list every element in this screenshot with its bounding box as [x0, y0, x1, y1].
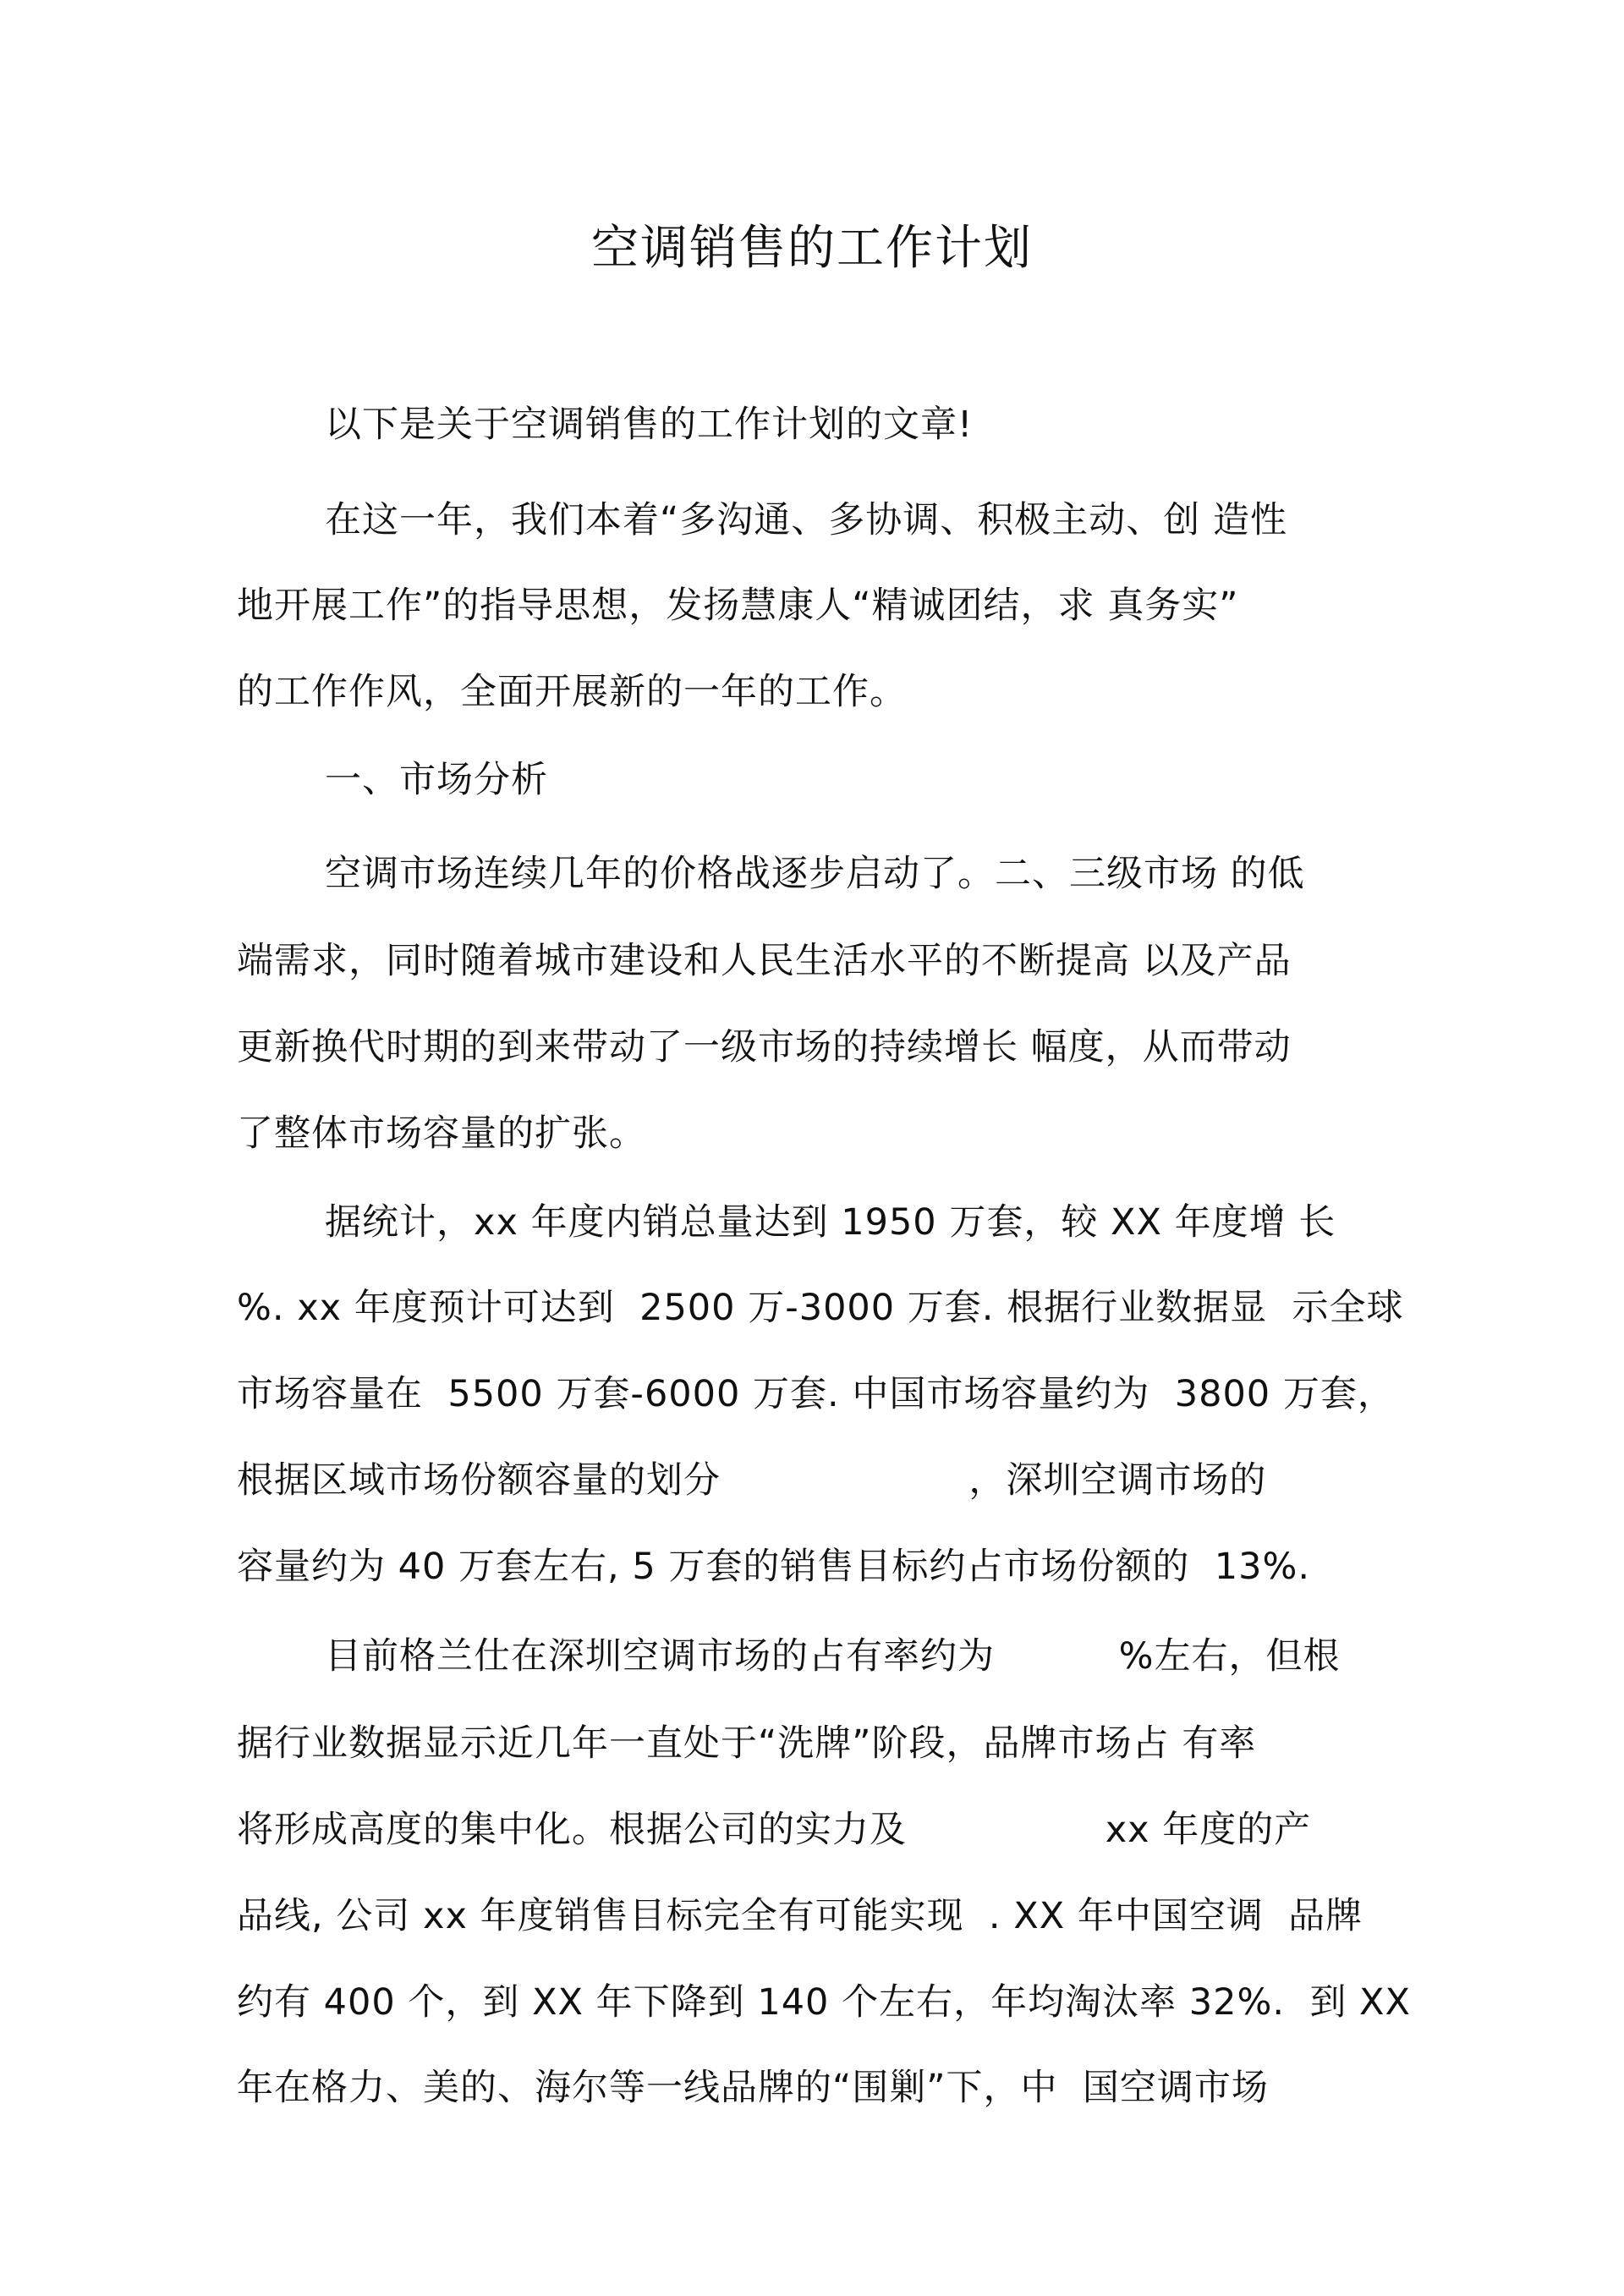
paragraph-line: 目前格兰仕在深圳空调市场的占有率约为 %左右，但根 — [325, 1635, 1341, 1678]
paragraph-line: 地开展工作”的指导思想，发扬慧康人“精诚团结，求 真务实” — [237, 585, 1239, 627]
paragraph-line: 据行业数据显示近几年一直处于“洗牌”阶段，品牌市场占 有率 — [237, 1722, 1257, 1765]
paragraph-line: 的工作作风，全面开展新的一年的工作。 — [237, 671, 907, 713]
paragraph-line: %. xx 年度预计可达到 2500 万-3000 万套. 根据行业数据显 示全球 — [237, 1287, 1404, 1329]
paragraph-line: 约有 400 个，到 XX 年下降到 140 个左右，年均淘汰率 32%. 到 XX — [237, 1981, 1411, 2024]
paragraph-line: 根据区域市场份额容量的划分 ，深圳空调市场的 — [237, 1459, 1267, 1502]
paragraph-line: 了整体市场容量的扩张。 — [237, 1112, 646, 1155]
paragraph-line: 容量约为 40 万套左右, 5 万套的销售目标约占市场份额的 13%. — [237, 1546, 1310, 1588]
paragraph-line: 以下是关于空调销售的工作计划的文章! — [325, 404, 974, 446]
paragraph-line: 更新换代时期的到来带动了一级市场的持续增长 幅度，从而带动 — [237, 1026, 1292, 1068]
paragraph-line: 端需求，同时随着城市建设和人民生活水平的不断提高 以及产品 — [237, 940, 1292, 982]
paragraph-line: 一、市场分析 — [325, 759, 548, 801]
document-title: 空调销售的工作计划 — [591, 221, 1033, 276]
paragraph-line: 市场容量在 5500 万套-6000 万套. 中国市场容量约为 3800 万套， — [237, 1373, 1395, 1415]
paragraph-line: 将形成高度的集中化。根据公司的实力及 xx 年度的产 — [237, 1809, 1312, 1851]
paragraph-line: 品线, 公司 xx 年度销售目标完全有可能实现 . XX 年中国空调 品牌 — [237, 1895, 1363, 1937]
paragraph-line: 在这一年，我们本着“多沟通、多协调、积极主动、创 造性 — [325, 499, 1287, 541]
paragraph-line: 年在格力、美的、海尔等一线品牌的“围剿”下，中 国空调市场 — [237, 2067, 1269, 2109]
paragraph-line: 空调市场连续几年的价格战逐步启动了。二、三级市场 的低 — [325, 853, 1305, 895]
paragraph-line: 据统计，xx 年度内销总量达到 1950 万套，较 XX 年度增 长 — [325, 1201, 1336, 1244]
